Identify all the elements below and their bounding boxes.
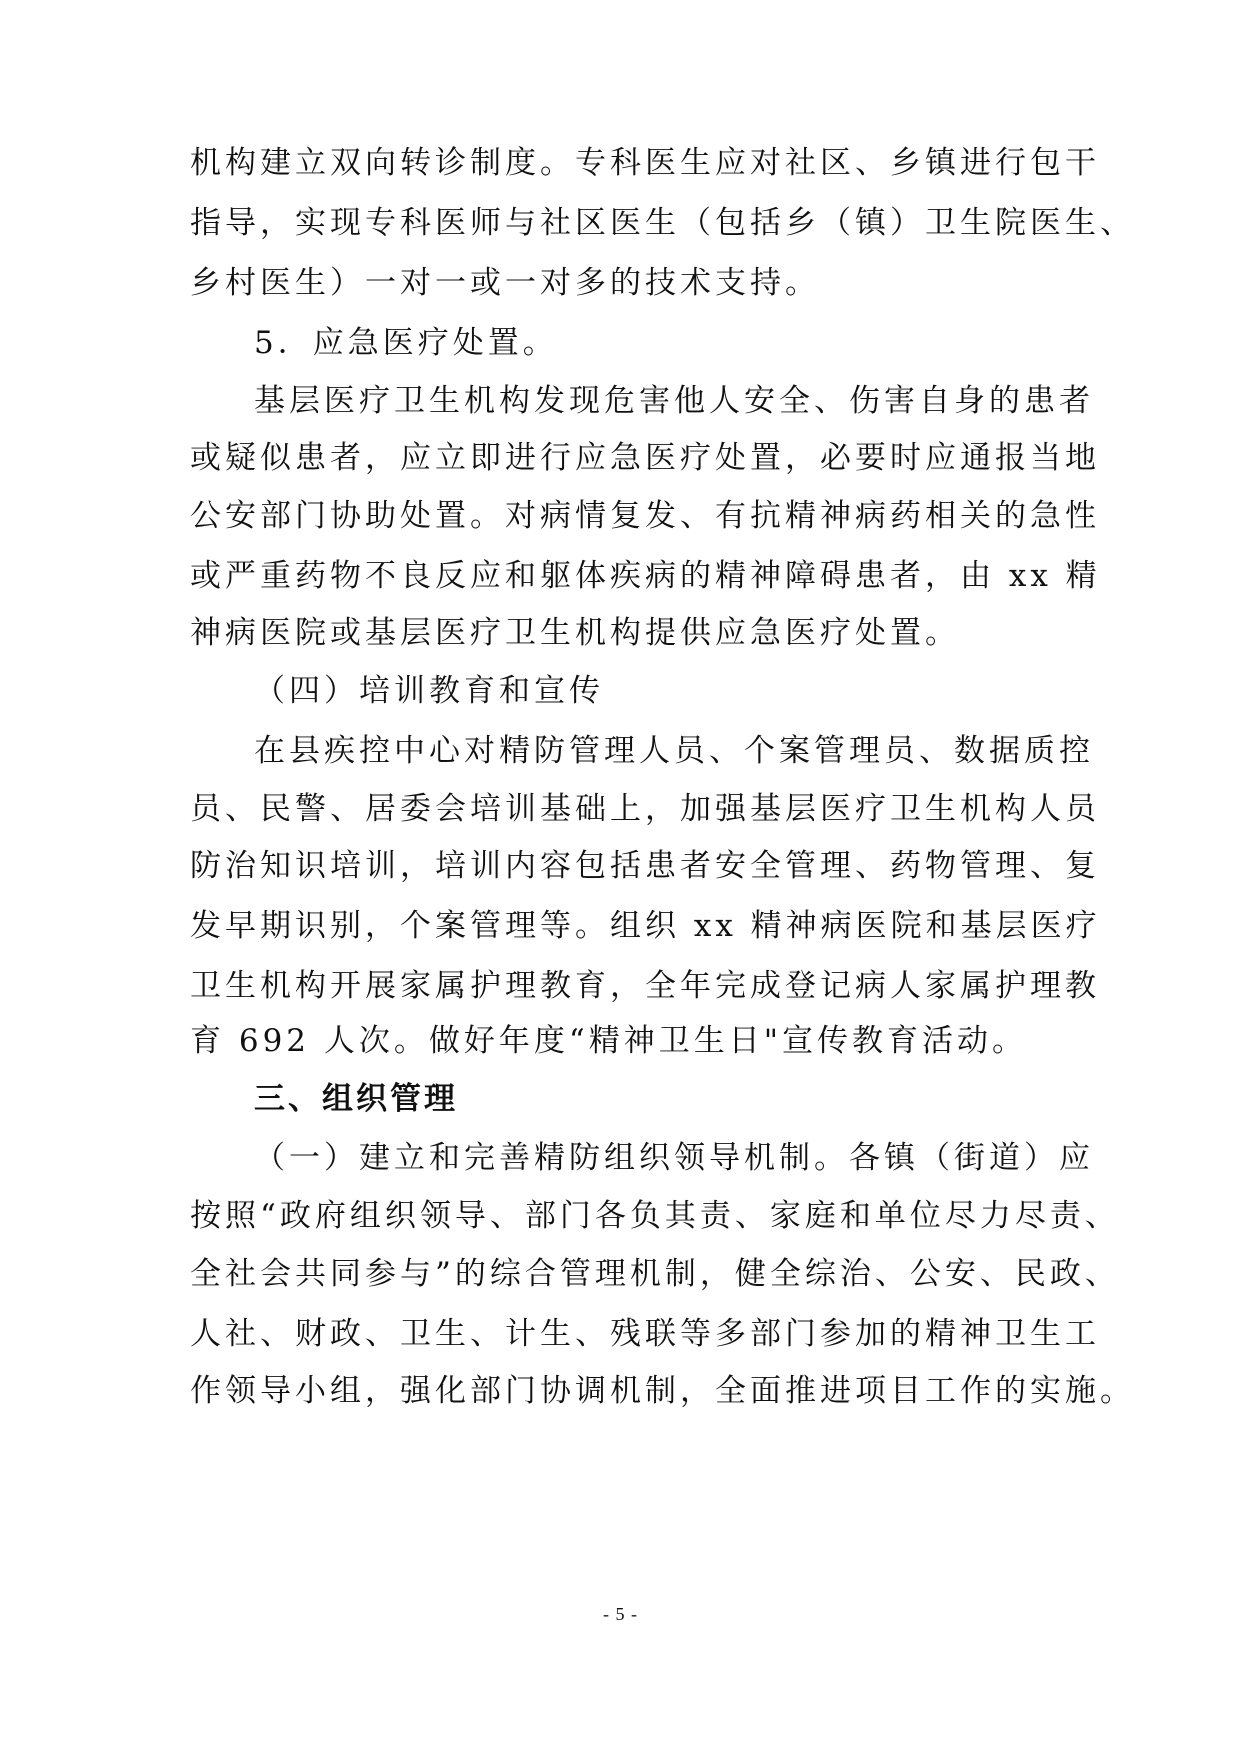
body-text-line: 育 692 人次。做好年度“精神卫生日"宣传教育活动。 (190, 1023, 1027, 1059)
body-text-line: 全社会共同参与”的综合管理机制，健全综治、公安、民政、 (190, 1256, 1120, 1292)
body-text-line: 机构建立双向转诊制度。专科医生应对社区、乡镇进行包干 (190, 145, 1100, 181)
body-text-line: 神病医院或基层医疗卫生机构提供应急医疗处置。 (190, 615, 960, 651)
body-text-line: 指导，实现专科医师与社区医生（包括乡（镇）卫生院医生、 (190, 205, 1135, 241)
body-text-line: 人社、财政、卫生、计生、残联等多部门参加的精神卫生工 (190, 1316, 1100, 1352)
body-text-line: 公安部门协助处置。对病情复发、有抗精神病药相关的急性 (190, 498, 1100, 534)
body-text-line: 或疑似患者，应立即进行应急医疗处置，必要时应通报当地 (190, 440, 1100, 476)
paragraph-first-line: （一）建立和完善精防组织领导机制。各镇（街道）应 (254, 1140, 1094, 1176)
chapter-heading: 三、组织管理 (254, 1081, 458, 1117)
page-number: - 5 - (603, 1604, 638, 1624)
paragraph-first-line: 基层医疗卫生机构发现危害他人安全、伤害自身的患者 (254, 383, 1094, 419)
section-heading: （四）培训教育和宣传 (254, 673, 604, 709)
body-text-line: 作领导小组，强化部门协调机制，全面推进项目工作的实施。 (190, 1373, 1135, 1409)
paragraph-first-line: 在县疾控中心对精防管理人员、个案管理员、数据质控 (254, 733, 1094, 769)
body-text-line: 或严重药物不良反应和躯体疾病的精神障碍患者，由 xx 精 (190, 558, 1101, 594)
body-text-line: 防治知识培训，培训内容包括患者安全管理、药物管理、复 (190, 848, 1100, 884)
body-text-line: 员、民警、居委会培训基础上，加强基层医疗卫生机构人员 (190, 791, 1100, 827)
body-text-line: 乡村医生）一对一或一对多的技术支持。 (190, 265, 820, 301)
body-text-line: 发早期识别，个案管理等。组织 xx 精神病医院和基层医疗 (190, 908, 1101, 944)
body-text-line: 卫生机构开展家属护理教育，全年完成登记病人家属护理教 (190, 968, 1100, 1004)
body-text-line: 按照“政府组织领导、部门各负其责、家庭和单位尽力尽责、 (190, 1198, 1120, 1234)
subsection-heading: 5．应急医疗处置。 (254, 325, 558, 361)
